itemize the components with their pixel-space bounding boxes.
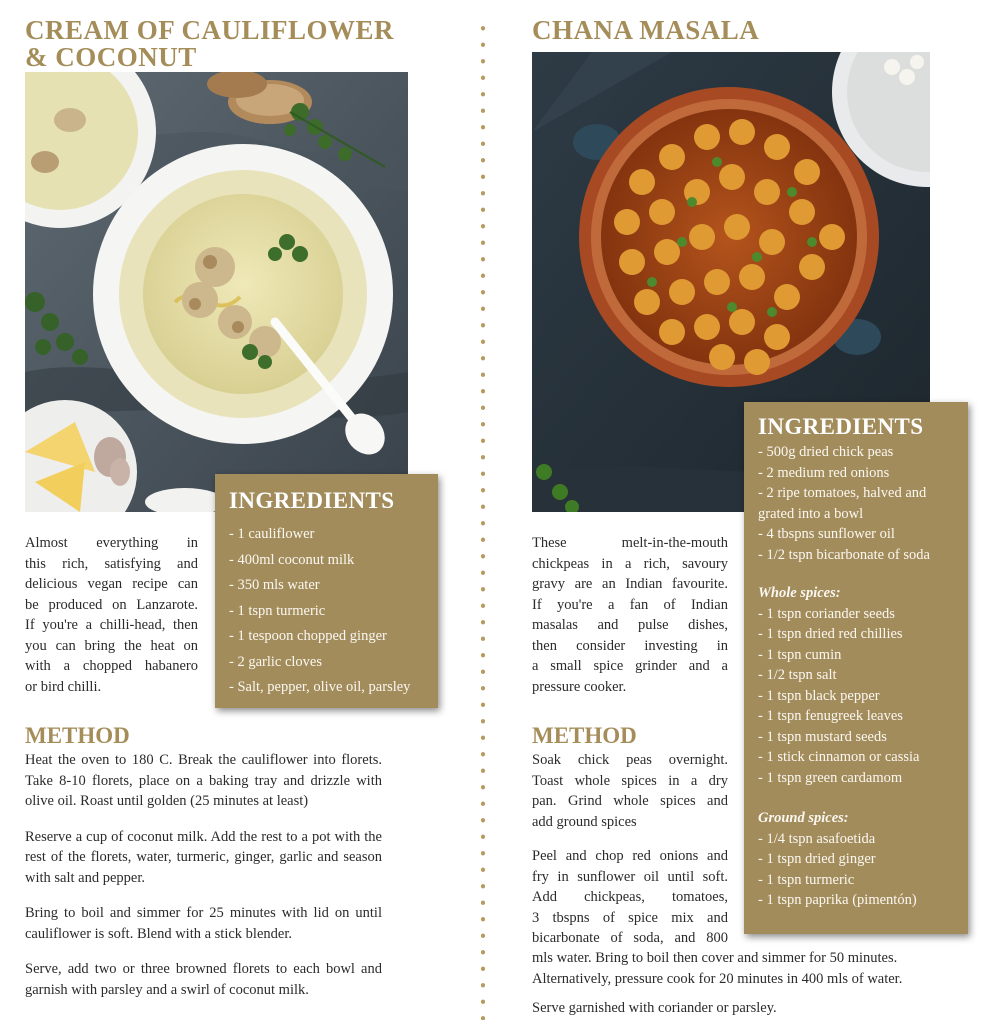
method-step: Heat the oven to 180 C. Break the cauliflower into florets. Take 8-10 florets, place on a baking tray and drizzle with olive oil. Roast until golden (25 minutes at least): [25, 752, 382, 809]
method-line: Toast whole spices in a dry: [532, 772, 728, 789]
ingredient-item: - 1 tspn cumin: [758, 646, 842, 663]
intro-line: masalas and pulse dishes,: [532, 617, 728, 633]
right-ingredients-list: [758, 442, 958, 565]
right-ingredients-heading: INGREDIENTS: [758, 414, 924, 439]
intro-line: delicious vegan recipe can: [25, 576, 198, 592]
ingredient-item: - 500g dried chick peas: [758, 444, 894, 460]
ingredient-item: - 400ml coconut milk: [229, 551, 355, 568]
ground-spices-heading: Ground spices:: [758, 810, 849, 826]
method-line: bicarbonate of soda, and 800: [532, 930, 728, 946]
column-divider: [480, 20, 486, 1020]
intro-line: These melt-in-the-mouth: [532, 535, 728, 551]
intro-line: a small spice grinder and a: [532, 658, 728, 674]
left-intro-text: [25, 533, 198, 697]
ingredient-item: - 2 ripe tomatoes, halved and grated into a bowl: [758, 485, 927, 522]
intro-line: chickpeas in a rich, savoury: [532, 555, 728, 572]
method-line: 3 tbspns of spice mix and: [532, 909, 728, 926]
method-line: fry in sunflower oil until soft.: [532, 868, 728, 885]
ingredient-item: - 1/2 tspn salt: [758, 667, 837, 683]
ingredient-item: - 1 tspn coriander seeds: [758, 605, 895, 622]
intro-line: be produced on Lanzarote.: [25, 596, 198, 613]
intro-line: then consider investing in: [532, 637, 728, 654]
ingredient-item: - 4 tbspns sunflower oil: [758, 526, 895, 542]
method-line: Alternatively, pressure cook for 20 minutes in 400 mls of water.: [532, 970, 903, 987]
ingredient-item: - 1 stick cinnamon or cassia: [758, 749, 920, 765]
ingredient-item: - 1 tspn turmeric: [229, 602, 326, 619]
left-ingredients-box: [215, 474, 438, 708]
ingredient-item: - 1/2 tspn bicarbonate of soda: [758, 546, 930, 563]
method-line: Add chickpeas, tomatoes,: [532, 889, 728, 905]
ingredient-item: - 2 medium red onions: [758, 464, 890, 481]
method-line: Soak chick peas overnight.: [532, 752, 728, 768]
method-line: Peel and chop red onions and: [532, 848, 728, 864]
method-line: mls water. Bring to boil then cover and simmer for 50 minutes.: [532, 950, 898, 966]
right-method-step-2: [532, 846, 728, 949]
right-method-serve: Serve garnished with coriander or parsley.: [532, 1000, 777, 1016]
method-line: add ground spices: [532, 813, 637, 830]
left-title-line-2: & COCONUT: [25, 42, 197, 72]
intro-line: you can bring the heat on: [25, 637, 198, 654]
right-method-step-2-continued: [532, 948, 932, 989]
ingredient-item: - 1 tspn black pepper: [758, 687, 880, 704]
method-line: pan. Grind whole spices and: [532, 793, 728, 809]
ingredient-item: - 1/4 tspn asafoetida: [758, 830, 876, 847]
ingredient-item: - 350 mls water: [229, 577, 320, 593]
method-step: Bring to boil and simmer for 25 minutes with lid on until cauliflower is soft. Blend with a stick blender.: [25, 905, 382, 942]
ingredient-item: - 1 cauliflower: [229, 526, 315, 542]
ingredient-item: - 1 tspn paprika (pimentón): [758, 892, 917, 908]
whole-spices-list: [758, 604, 958, 789]
ingredient-item: - 1 tspn mustard seeds: [758, 728, 887, 745]
right-method-heading: METHOD: [532, 723, 637, 748]
intro-line: If you're a fan of Indian: [532, 596, 728, 613]
intro-line: If you're a chilli-head, then: [25, 617, 198, 633]
ingredient-item: - 1 tspn fenugreek leaves: [758, 708, 903, 724]
right-intro-text: [532, 533, 728, 697]
ingredient-item: - 1 tspn dried red chillies: [758, 626, 903, 642]
method-step: Serve, add two or three browned florets to each bowl and garnish with parsley and a swirl of coconut milk.: [25, 961, 382, 998]
ground-spices-list: [758, 829, 958, 911]
method-step: Reserve a cup of coconut milk. Add the rest to a pot with the rest of the florets, water, turmeric, ginger, garlic and season with salt and pepper.: [25, 828, 382, 886]
left-method-heading: METHOD: [25, 723, 130, 748]
intro-line: or bird chilli.: [25, 678, 102, 695]
intro-line: with a chopped habanero: [25, 658, 198, 674]
left-ingredients-list: [229, 522, 426, 701]
ingredient-item: - 1 tspn dried ginger: [758, 851, 876, 867]
right-method-step-1: [532, 750, 728, 832]
ingredient-item: - Salt, pepper, olive oil, parsley: [229, 679, 411, 695]
left-title-line-1: CREAM OF CAULIFLOWER: [25, 15, 395, 45]
ingredient-item: - 1 tspn turmeric: [758, 871, 855, 888]
ingredient-item: - 2 garlic cloves: [229, 653, 323, 670]
left-ingredients-heading: INGREDIENTS: [229, 488, 395, 513]
intro-line: Almost everything in: [25, 535, 198, 551]
intro-line: gravy are an Indian favourite.: [532, 576, 728, 592]
intro-line: pressure cooker.: [532, 678, 627, 695]
cauliflower-soup-photo: [25, 72, 408, 512]
right-recipe-title: CHANA MASALA: [532, 15, 760, 45]
right-ingredients-box: [744, 402, 968, 934]
intro-line: this rich, satisfying and: [25, 555, 198, 572]
left-method-text: [25, 750, 382, 1000]
left-recipe-title: [25, 17, 394, 71]
whole-spices-heading: Whole spices:: [758, 585, 841, 601]
ingredient-item: - 1 tspn green cardamom: [758, 769, 903, 786]
ingredient-item: - 1 tespoon chopped ginger: [229, 628, 387, 644]
